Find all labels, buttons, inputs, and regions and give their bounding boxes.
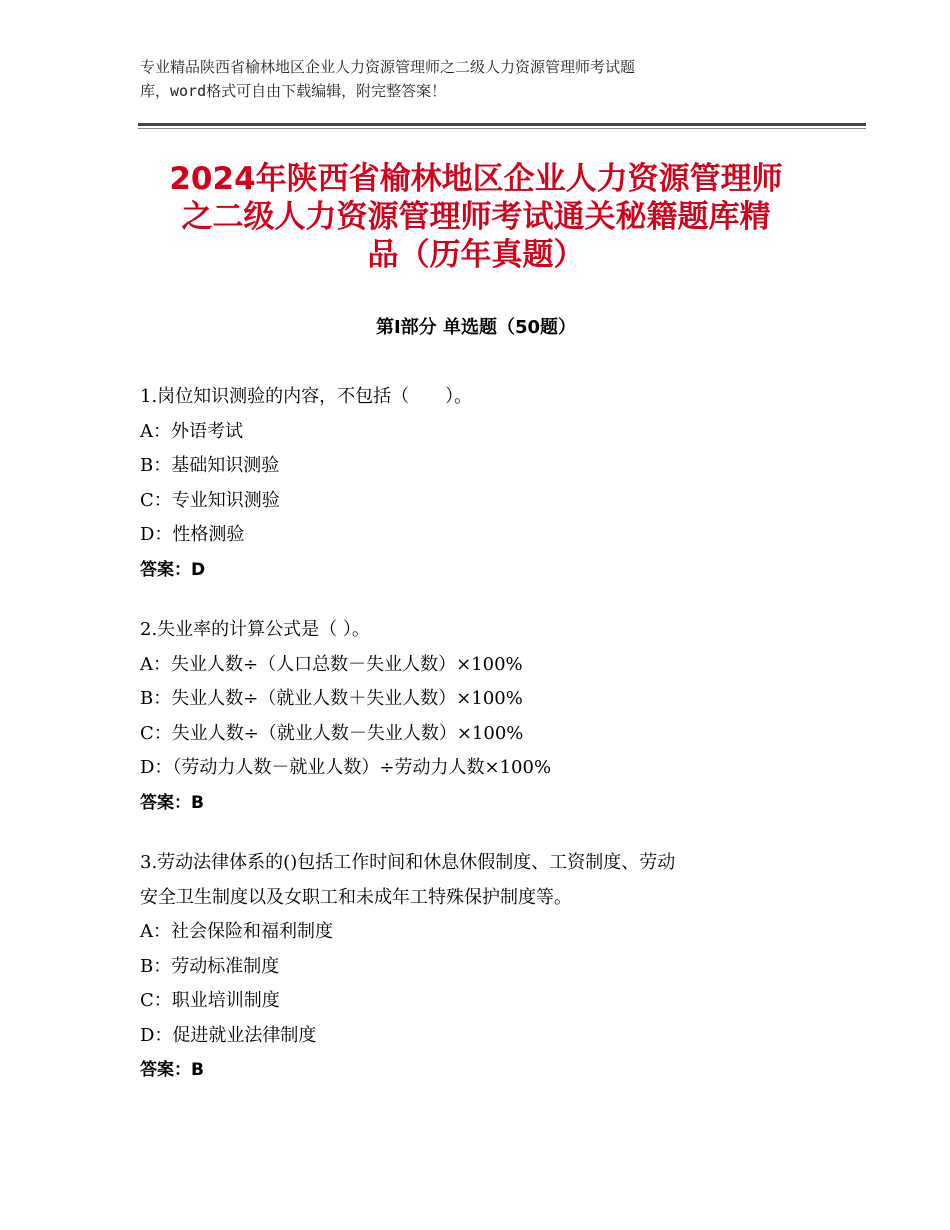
option-a: A：外语考试: [140, 420, 243, 442]
answer-label: 答案：B: [140, 1060, 204, 1080]
option-a: A：社会保险和福利制度: [140, 921, 333, 942]
option-d: D：（劳动力人数－就业人数）÷劳动力人数×100%: [140, 757, 552, 778]
question-stem: 2.失业率的计算公式是（ ）。: [140, 619, 370, 640]
question-stem-line-1: 3.劳动法律体系的()包括工作时间和休息休假制度、工资制度、劳动: [140, 852, 676, 873]
option-a: A：失业人数÷（人口总数－失业人数）×100%: [140, 653, 523, 675]
document-title-line-3: 品（历年真题）: [367, 237, 585, 273]
option-b: B：劳动标准制度: [140, 955, 280, 977]
header-note: [140, 55, 780, 103]
option-d: D：性格测验: [140, 524, 245, 545]
question-1: [140, 380, 840, 587]
option-c: C：专业知识测验: [140, 489, 280, 511]
header-note-line-2: 库，word格式可自由下载编辑，附完整答案！: [140, 82, 447, 100]
question-list: [140, 380, 840, 1114]
answer-label: 答案：B: [140, 792, 204, 813]
document-title: [138, 160, 814, 274]
question-2: [140, 613, 840, 820]
header-divider-thin: [138, 128, 866, 129]
question-stem: 1.岗位知识测验的内容，不包括（ ）。: [140, 386, 473, 407]
option-c: C：失业人数÷（就业人数－失业人数）×100%: [140, 722, 524, 744]
section-heading: 第Ⅰ部分 单选题（50题）: [375, 317, 576, 338]
option-d: D：促进就业法律制度: [140, 1024, 317, 1046]
header-note-line-1: 专业精品陕西省榆林地区企业人力资源管理师之二级人力资源管理师考试题: [140, 58, 636, 76]
question-3: [140, 846, 840, 1088]
header-divider-thick: [138, 123, 866, 126]
document-title-line-2: 之二级人力资源管理师考试通关秘籍题库精: [181, 199, 771, 235]
option-b: B：基础知识测验: [140, 455, 280, 476]
answer-label: 答案：D: [140, 559, 206, 580]
option-c: C：职业培训制度: [140, 990, 280, 1011]
option-b: B：失业人数÷（就业人数＋失业人数）×100%: [140, 688, 523, 709]
question-stem-line-2: 安全卫生制度以及女职工和未成年工特殊保护制度等。: [140, 886, 572, 908]
document-title-line-1: 2024年陕西省榆林地区企业人力资源管理师: [169, 161, 783, 197]
